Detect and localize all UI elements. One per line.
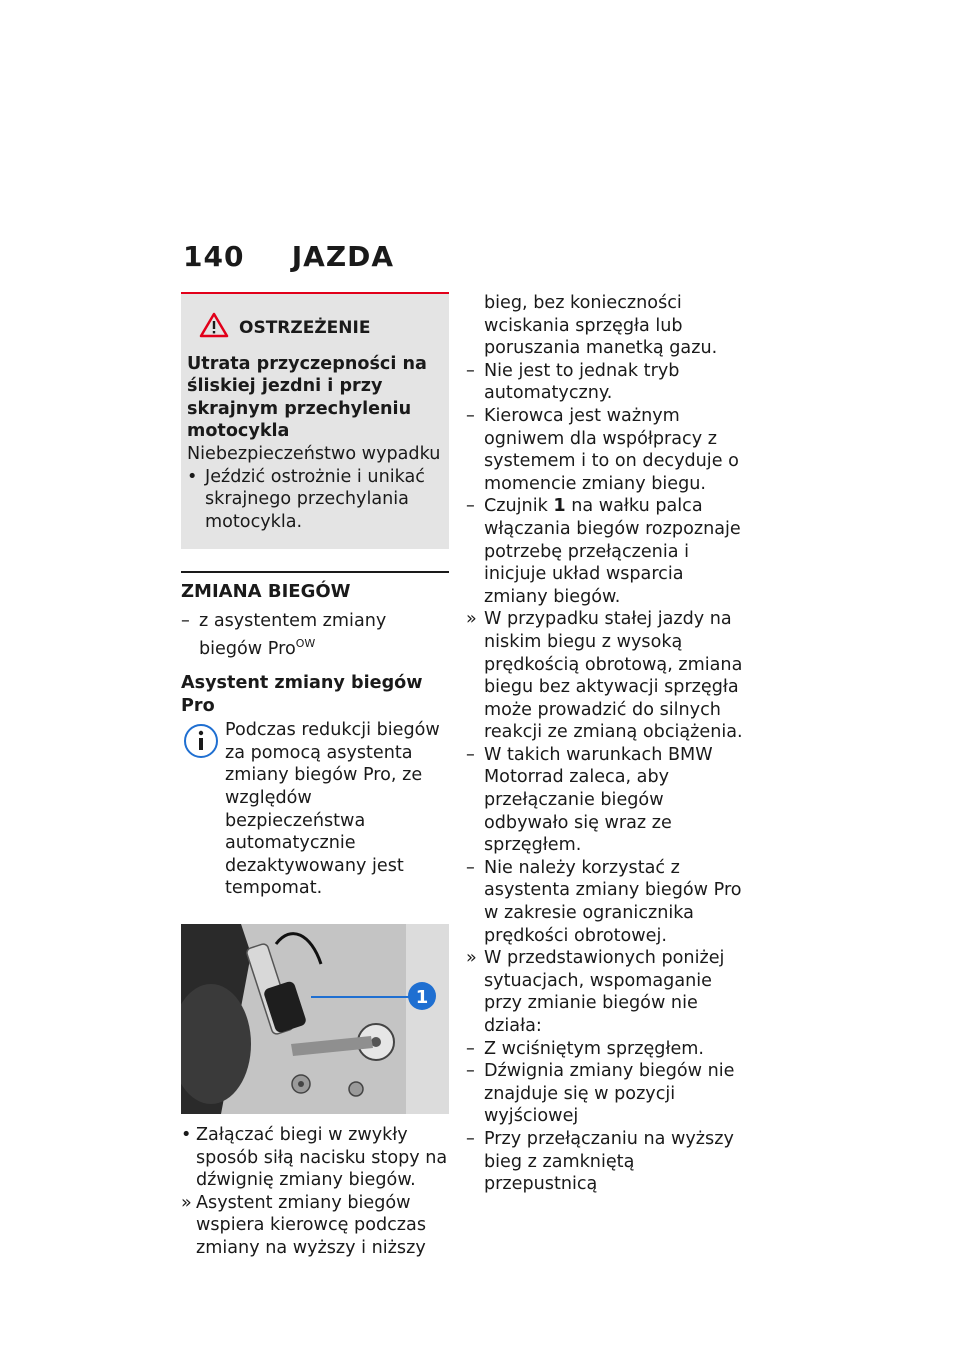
list-item-text: Nie należy korzystać z asystenta zmiany biegów Pro w zakresie ogranicznika prędkości obrotowej. — [484, 857, 742, 946]
list-mark: – — [466, 857, 475, 878]
warning-bullet-text: Jeździć ostrożnie i unikać skrajnego przechylania motocykla. — [205, 466, 425, 532]
list-mark: • — [181, 1124, 192, 1145]
list-mark: – — [466, 1061, 475, 1082]
list-item-text: Dźwignia zmiany biegów nie znajduje się w pozycji wyjściowej — [484, 1061, 735, 1127]
continuation-paragraph — [466, 292, 748, 360]
list-item-text: Załączać biegi w zwykły sposób siłą nacisku stopy na dźwignię zmiany biegów. — [196, 1124, 448, 1191]
option-sup: OW — [295, 636, 316, 650]
list-item — [466, 1060, 748, 1128]
list-mark: – — [466, 496, 475, 517]
warning-box — [181, 292, 449, 549]
list-item — [466, 1128, 748, 1196]
option-text — [199, 610, 449, 660]
list-item — [181, 1192, 449, 1260]
list-mark: » — [181, 1192, 192, 1213]
bullet-mark: • — [187, 466, 198, 487]
list-item-text: W przedstawionych poniżej sytuacjach, wspomaganie przy zmianie biegów nie działa: — [484, 948, 725, 1036]
list-mark: – — [466, 1128, 475, 1149]
gear-sensor-photo — [181, 924, 449, 1114]
list-item — [466, 405, 748, 495]
sensor-ref: 1 — [553, 496, 566, 517]
list-item-text: Przy przełączaniu na wyższy bieg z zamkniętą przepustnicą — [484, 1128, 734, 1195]
list-mark: – — [466, 360, 475, 381]
list-item — [466, 495, 748, 608]
list-item-text: W takich warunkach BMW Motorrad zaleca, aby przełączanie biegów odbywało się wraz ze sprzęgłem. — [484, 744, 713, 856]
continuation-text: bieg, bez konieczności wciskania sprzęgła lub poruszania manetką gazu. — [484, 293, 718, 359]
section-title: ZMIANA BIEGÓW — [181, 571, 449, 604]
indent-spacer — [466, 292, 484, 360]
left-column — [181, 292, 449, 1259]
list-item — [466, 360, 748, 405]
list-item — [466, 608, 748, 744]
sensor-post: na wałku palca włączania biegów rozpoznaje potrzebę przełączenia i inicjuje układ wsparcia zmiany biegów. — [484, 496, 741, 607]
list-mark: – — [466, 744, 475, 765]
list-mark: » — [466, 609, 477, 630]
sensor-pre: Czujnik — [484, 496, 554, 517]
option-label: z asystentem zmiany biegów Pro — [199, 610, 387, 659]
page-number: 140 — [183, 240, 245, 273]
list-mark: » — [466, 948, 477, 969]
right-column — [466, 292, 748, 1196]
warning-text: Niebezpieczeństwo wypadku — [187, 443, 441, 464]
list-item-text: Nie jest to jednak tryb automatyczny. — [484, 360, 680, 404]
page-header — [183, 240, 394, 273]
option-item — [181, 610, 449, 660]
list-item-text — [484, 495, 748, 608]
list-item — [466, 1038, 748, 1061]
chapter-title: JAZDA — [291, 240, 395, 273]
warning-title: OSTRZEŻENIE — [239, 318, 371, 338]
list-item-text: Kierowca jest ważnym ogniwem dla współpracy z systemem i to on decyduje o momencie zmiany biegu. — [484, 405, 739, 494]
list-item — [181, 1124, 449, 1192]
info-icon — [181, 719, 225, 900]
warning-bullet — [187, 466, 443, 534]
list-item — [466, 857, 748, 947]
subsection-title: Asystent zmiany biegów Pro — [181, 672, 423, 716]
warning-triangle-icon — [199, 312, 229, 345]
warning-title-row — [187, 312, 443, 345]
list-mark: – — [466, 1038, 475, 1059]
list-item-text: W przypadku stałej jazdy na niskim biegu z wysoką prędkością obrotową, zmiana biegu bez aktywacji sprzęgła może prowadzić do silnych reakcji ze zmianą obciążenia. — [484, 609, 743, 743]
list-mark: – — [466, 405, 475, 426]
list-item — [466, 744, 748, 857]
warning-heading: Utrata przyczepności na śliskiej jezdni i przy skrajnym przechyleniu motocykla — [187, 353, 427, 442]
dash-mark: – — [181, 610, 190, 631]
list-item-text: Asystent zmiany biegów wspiera kierowcę podczas zmiany na wyższy i niższy — [196, 1192, 426, 1258]
info-text: Podczas redukcji biegów za pomocą asystenta zmiany biegów Pro, ze względów bezpieczeństwa automatycznie dezaktywowany jest tempomat. — [225, 720, 440, 899]
callout-number: 1 — [415, 986, 429, 1008]
list-item — [466, 947, 748, 1037]
list-item-text: Z wciśniętym sprzęgłem. — [484, 1038, 705, 1059]
info-note — [181, 719, 449, 900]
